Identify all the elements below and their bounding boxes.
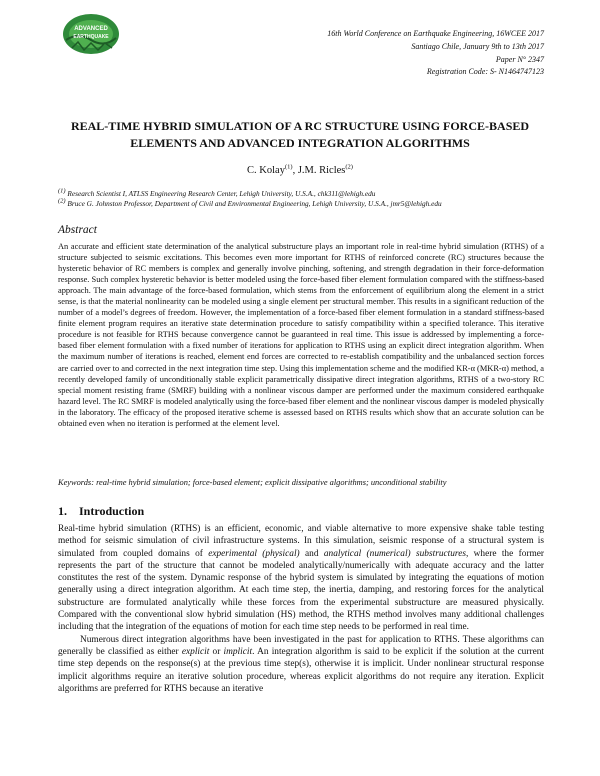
text-run: and: [299, 548, 324, 559]
introduction-body: [58, 523, 544, 695]
author-separator: ,: [292, 165, 298, 176]
logo-text-bottom: EARTHQUAKE: [73, 34, 109, 40]
text-run: Real-time hybrid simulation (RTHS) is an efficient, economic, and viable alternative to more expensive shake table testing method for seismic simulation of civil infrastructure systems. In this simulation, seismic response of a structural system is simulated from coupled domains of: [58, 524, 544, 559]
affiliation-text: Bruce G. Johnston Professor, Department of Civil and Environmental Engineering, Lehigh University, U.S.A., jmr5@lehigh.edu: [67, 199, 442, 208]
affiliation-text: Research Scientist I, ATLSS Engineering Research Center, Lehigh University, U.S.A., chk311@lehigh.edu: [67, 189, 376, 198]
keywords-text: real-time hybrid simulation; force-based element; explicit dissipative algorithms; unconditional stability: [96, 478, 447, 487]
section-heading: [58, 504, 144, 519]
keywords: [58, 477, 544, 488]
paragraph: [58, 523, 544, 634]
keywords-label: Keywords:: [58, 478, 94, 487]
author-name: J.M. Ricles: [297, 165, 346, 176]
emphasis: explicit: [181, 646, 210, 657]
emphasis: experimental (physical): [208, 548, 300, 559]
conference-logo: [58, 10, 124, 56]
text-run: or: [209, 646, 224, 657]
emphasis: analytical (numerical) substructures: [323, 548, 466, 559]
text-run: Numerous direct integration algorithms have been investigated in the past for application to RTHS. These algorithms can generally be classified as either: [58, 634, 544, 657]
affiliation: [58, 189, 548, 199]
affiliation: [58, 199, 548, 209]
text-run: , where the former represents the part of the structure that cannot be modeled analytically/numerically with adequate accuracy and the latter constitutes the rest of the system. Dynamic response of the hybrid system is simulated by integrating the equations of motion generally using a direct integration algorithm. At each time step, the inertia, damping, and restoring forces for the analytical substructure are formulated analytically while these forces from the experimental substructure are measured physically. Compared with the conventional slow hybrid simulation (HS) method, the RTHS method involves many additional challenges including that the integration of the equations of motion for each time step needs to be performed in real time.: [58, 548, 544, 633]
conference-name: 16th World Conference on Earthquake Engineering, 16WCEE 2017: [327, 29, 544, 38]
abstract-text: An accurate and efficient state determination of the analytical substructure plays an important role in real-time hybrid simulation (RTHS) of a structure subjected to seismic excitations. This becomes even more important for RTHS of reinforced concrete (RC) structures because the hysteretic behavior of RC members is complex and generally involve pinching, softening, and strength degradation in their force-deformation response. Such complex hysteretic behavior is better modeled using the force-based fiber element formulation compared with the stiffness-based approach. The main advantage of the force-based formulation, which stems from the enforcement of equilibrium along the element in a strict sense, is that the material nonlinearity can be modeled using a single element per structural member. This results in a significant reduction of the number of a model’s degrees of freedom. However, the implementation of a force-based fiber element formulation in a standard stiffness-based finite element program requires an iterative state determination procedure to satisfy compatibility within a specified tolerance. This iterative procedure is not feasible for RTHS because convergence cannot be guaranteed in real time. This issue is addressed by implementing a force-based fiber element formulation with a fixed number of iterations for application to RTHS using an explicit direct integration algorithm. When the maximum number of iterations is reached, element end forces are corrected to re-establish compatibility and the unbalanced section forces are carried over to and corrected in the next integration time step. Using this implementation scheme and the modified KR-α (MKR-α) method, a recently developed family of unconditionally stable explicit parametrically dissipative direct integration algorithms, RTHS of a two-story RC special moment resisting frame (SMRF) building with a nonlinear viscous damper are performed under the maximum considered earthquake hazard level. The RC SMRF is modeled analytically using the force-based fiber element and the nonlinear viscous damper is modeled physically in the laboratory. The efficacy of the proposed iterative scheme is assessed based on RTHS results which show that an accurate solution can be obtained even when no iteration is performed at the element level.: [58, 242, 545, 428]
affiliation-mark: (1): [58, 187, 66, 195]
section-number: 1.: [58, 504, 67, 518]
paper-title: REAL-TIME HYBRID SIMULATION OF A RC STRUCTURE USING FORCE-BASED ELEMENTS AND ADVANCED INTEGRATION ALGORITHMS: [70, 119, 530, 150]
affiliation-mark: (2): [58, 197, 66, 205]
logo-emblem: [58, 10, 124, 56]
conference-info: [184, 28, 544, 79]
emphasis: implicit: [223, 646, 253, 657]
authors: [60, 165, 540, 176]
paragraph: [58, 634, 544, 695]
section-title: Introduction: [79, 504, 145, 518]
text-run: . An integration algorithm is said to be explicit if the solution at the current time step depends on the response(s) at the previous time step(s), otherwise it is implicit. Under nonlinear structural response implicit algorithms require an iterative solution procedure, whereas explicit algorithms do not require any iteration. Explicit algorithms are preferred for RTHS because an iterative: [58, 646, 544, 694]
registration-code: Registration Code: S- N1464747123: [426, 67, 544, 77]
affiliations: [58, 189, 548, 209]
logo-text-top: ADVANCED: [74, 26, 108, 32]
author-name: C. Kolay: [247, 165, 285, 176]
abstract-heading: Abstract: [58, 224, 97, 236]
author-mark: (1): [284, 163, 293, 171]
location-dates: Santiago Chile, January 9th to 13th 2017: [411, 41, 544, 51]
paper-number: Paper N° 2347: [495, 54, 544, 64]
author-mark: (2): [345, 163, 353, 171]
